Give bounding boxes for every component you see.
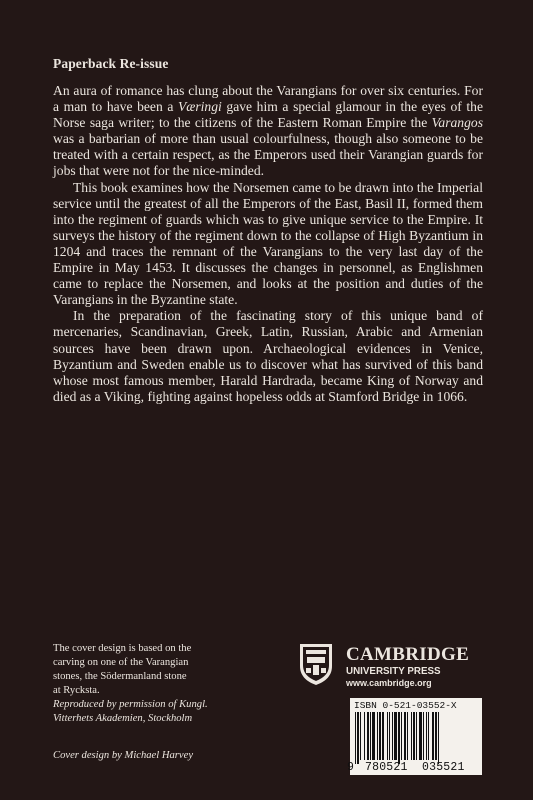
credit-line: stones, the Södermanland stone [53,671,187,682]
barcode-bar [392,712,393,760]
barcode-bar [426,712,427,760]
permission-line: Vitterhets Akademien, Stockholm [53,713,193,724]
barcode-bar [372,712,375,760]
barcode-bar [401,712,402,760]
barcode-digit-prefix: 9 [347,761,355,774]
italic-term: Væringi [178,99,222,115]
cover-designer-credit: Cover design by Michael Harvey [53,750,194,761]
barcode-bar [370,712,371,760]
barcode-bar [389,712,390,760]
barcode-bar [364,712,365,760]
barcode-bar [438,712,439,764]
barcode-digit-group: 780521 [365,761,408,774]
credit-line: The cover design is based on the [53,643,192,654]
blurb-paragraph: This book examines how the Norsemen came to be drawn into the Imperial service until the greatest of all the Emperors of the East, Basil II, formed them into the regiment of guards which was to give unique service to the Empire. It surveys the history of the regiment down to the collapse of High Byzantium in 1204 and traces the remnant of the Varangians to the very last day of the Empire in May 1453. It discusses the changes in personnel, as Englishmen came to replace the Norsemen, and looks at the position and duties of the Varangians in the Byzantine state. [53,179,483,308]
barcode-bar [416,712,417,760]
barcode-bar [394,712,397,760]
barcode-bar [413,712,415,760]
barcode-bar [367,712,369,760]
section-heading: Paperback Re-issue [53,56,169,71]
barcode-bar [435,712,437,760]
barcode-bar [432,712,434,760]
blurb-paragraph: In the preparation of the fascinating story of this unique band of mercenaries, Scandinavian, Greek, Latin, Russian, Arabic and Armenian sources have been drawn upon. Archaeological evidences in Venice, Byzantium and Sweden enable us to discover what has survived of this band whose most famous member, Harald Hardrada, became King of Norway and died as a Viking, fighting against hopeless odds at Stamford Bridge in 1066. [53,308,483,404]
blurb-paragraph: An aura of romance has clung about the Varangians for over six centuries. For a man to have been a Væringi gave him a special glamour in the eyes of the Norse saga writer; to the citizens of the Eastern Roman Empire the Varangos was a barbarian of more than usual colourfulness, though also someone to be treated with a certain respect, as the Emperors used their Varangian guards for jobs that were not for the nice-minded. [53,83,483,179]
credit-line: carving on one of the Varangian [53,657,189,668]
barcode-bar [411,712,412,760]
barcode-bar [377,712,378,760]
publisher-subtitle: UNIVERSITY PRESS [346,666,441,677]
barcode-bar [404,712,406,760]
barcode-bar [387,712,388,760]
isbn-label: ISBN 0-521-03552-X [354,700,457,711]
barcode-bar [382,712,384,760]
barcode-bars [355,712,477,764]
barcode-bar [360,712,361,760]
publisher-logo [346,645,486,689]
barcode [347,698,482,775]
barcode-bar [379,712,381,760]
publisher-url: www.cambridge.org [346,678,432,688]
permission-line: Reproduced by permission of Kungl. [53,699,208,710]
barcode-bar [357,712,359,764]
barcode-bar [398,712,400,764]
university-crest-icon [298,642,334,686]
barcode-bar [428,712,429,760]
blurb-text [53,83,483,405]
italic-term: Varangos [431,115,483,131]
barcode-bar [419,712,422,760]
barcode-bar [423,712,424,760]
barcode-digit-group: 035521 [422,761,465,774]
credit-line: at Ryckstа. [53,685,100,696]
cover-credits [53,642,263,726]
barcode-bar [355,712,356,764]
publisher-name: CAMBRIDGE [346,644,470,665]
barcode-bar [407,712,408,760]
